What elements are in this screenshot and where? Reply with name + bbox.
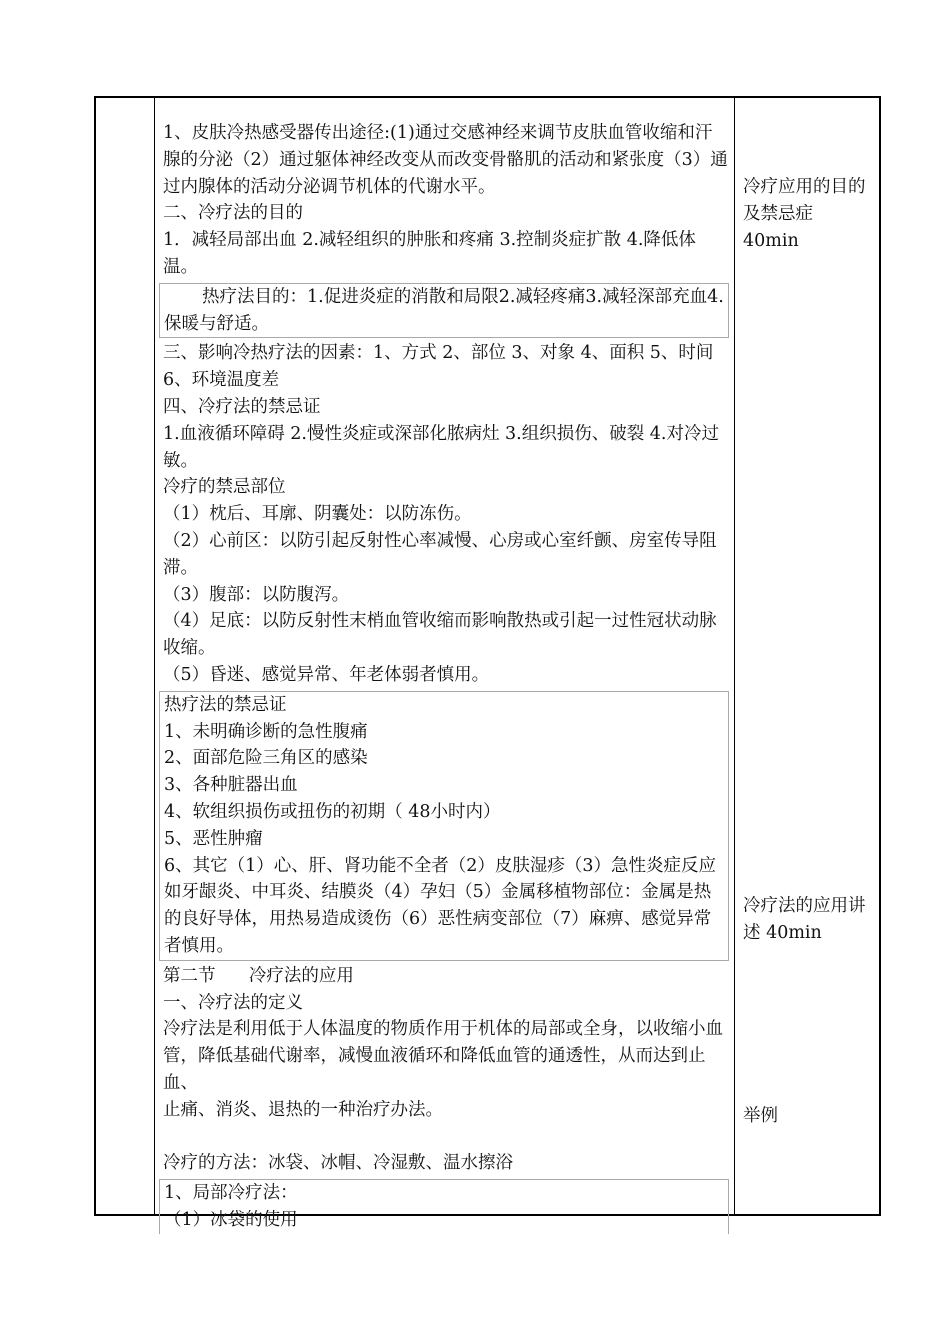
side-note-application-time — [743, 893, 873, 947]
list-item: 6、其它（1）心、肝、肾功能不全者（2）皮肤湿疹（3）急性炎症反应如牙龈炎、中耳炎、结膜炎（4）孕妇（5）金属移植物部位：金属是热的良好导体，用热易造成烫伤（6）恶性病变部位（7）麻痹、感觉异常者慎用。 — [164, 855, 717, 956]
list-item: （3）腹部：以防腹泻。 — [163, 584, 350, 605]
heading-heat-contraindications: 热疗法的禁忌证 — [164, 694, 287, 715]
list-item: （1）冰袋的使用 — [164, 1209, 298, 1230]
list-item: 1、未明确诊断的急性腹痛 — [164, 721, 368, 742]
heading-cold-therapy-purpose: 二、冷疗法的目的 — [163, 203, 303, 224]
heat-contraindications-box — [159, 691, 729, 961]
side-note-text: 冷疗法的应用讲述 40min — [743, 896, 866, 943]
content-column — [163, 120, 729, 1236]
blank-line — [163, 1123, 729, 1150]
paragraph-cold-contraindications: 1.血液循环障碍 2.慢性炎症或深部化脓病灶 3.组织损伤、破裂 4.对冷过敏。 — [163, 423, 719, 471]
heat-therapy-purpose-box — [159, 283, 729, 339]
list-item: 5、恶性肿瘤 — [164, 828, 263, 849]
paragraph-receptor-pathway: 1、皮肤冷热感受器传出途径:(1)通过交感神经来调节皮肤血管收缩和汗腺的分泌（2）通过躯体神经改变从而改变骨骼肌的活动和紧张度（3）通过内腺体的活动分泌调节机体的代谢水平。 — [163, 123, 728, 197]
paragraph-cold-definition: 冷疗法是利用低于人体温度的物质作用于机体的局部或全身，以收缩小血管，降低基础代谢率，减慢血液循环和降低血管的通透性，从而达到止血、 — [163, 1019, 723, 1093]
side-note-text: 举例 — [743, 1106, 778, 1126]
list-item: 2、面部危险三角区的感染 — [164, 748, 368, 769]
list-item: （2）心前区：以防引起反射性心率减慢、心房或心室纤颤、房室传导阻滞。 — [163, 530, 717, 578]
list-item: （4）足底：以防反射性末梢血管收缩而影响散热或引起一过性冠状动脉收缩。 — [163, 611, 717, 659]
paragraph-heat-purposes: 热疗法目的：1.促进炎症的消散和局限2.减轻疼痛3.减轻深部充血4.保暖与舒适。 — [164, 286, 724, 334]
list-item: 3、各种脏器出血 — [164, 775, 298, 796]
lesson-table — [94, 96, 881, 1230]
local-cold-therapy-box — [159, 1179, 729, 1234]
list-item: （1）枕后、耳廓、阴囊处：以防冻伤。 — [163, 504, 472, 525]
side-note-example — [743, 1103, 873, 1130]
side-note-text: 冷疗应用的目的及禁忌症 40min — [743, 177, 866, 251]
column-divider-right — [734, 98, 735, 1214]
side-note-purpose-time — [743, 174, 873, 254]
list-item: （5）昏迷、感觉异常、年老体弱者慎用。 — [163, 664, 490, 685]
paragraph-cold-purposes: 1．减轻局部出血 2.减轻组织的肿胀和疼痛 3.控制炎症扩散 4.降低体温。 — [163, 230, 696, 277]
heading-cold-forbidden-sites: 冷疗的禁忌部位 — [163, 477, 286, 498]
list-item: 4、软组织损伤或扭伤的初期（ 48小时内） — [164, 801, 501, 822]
paragraph-influencing-factors: 三、影响冷热疗法的因素：1、方式 2、部位 3、对象 4、面积 5、时间 6、环境温度差 — [163, 343, 714, 391]
paragraph-cold-methods: 冷疗的方法：冰袋、冰帽、冷湿敷、温水擦浴 — [163, 1153, 513, 1174]
column-divider-left — [154, 98, 155, 1214]
heading-cold-definition: 一、冷疗法的定义 — [163, 992, 303, 1013]
heading-local-cold-therapy: 1、局部冷疗法： — [164, 1183, 298, 1204]
heading-cold-contraindications: 四、冷疗法的禁忌证 — [163, 396, 321, 417]
section-title: 第二节 冷疗法的应用 — [163, 965, 354, 986]
paragraph-cold-definition-cont: 止痛、消炎、退热的一种治疗办法。 — [163, 1099, 443, 1120]
